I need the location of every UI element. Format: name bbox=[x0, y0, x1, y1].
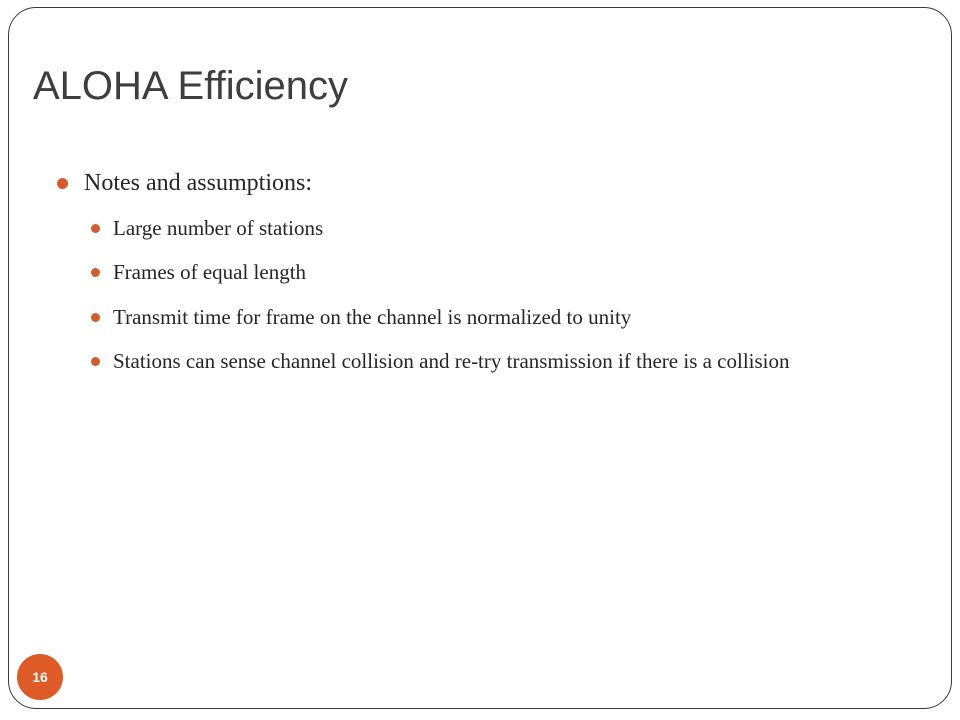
sub-bullet-collision-retry: Stations can sense channel collision and re-try transmission if there is a collision bbox=[113, 349, 790, 373]
bullet-dot-icon bbox=[57, 178, 68, 189]
sub-bullet-frames-equal-length: Frames of equal length bbox=[113, 260, 307, 284]
sub-bullet-dot-icon bbox=[91, 313, 100, 322]
sub-bullet-dot-icon bbox=[91, 357, 100, 366]
sub-bullet-transmit-time: Transmit time for frame on the channel is normalized to unity bbox=[113, 305, 632, 329]
bullet-notes-and-assumptions: Notes and assumptions: bbox=[84, 170, 312, 196]
sub-bullet-dot-icon bbox=[91, 224, 100, 233]
slide-title: ALOHA Efficiency bbox=[33, 64, 348, 108]
page-number-badge: 16 bbox=[17, 654, 63, 700]
sub-bullet-dot-icon bbox=[91, 268, 100, 277]
sub-bullet-large-number-of-stations: Large number of stations bbox=[113, 216, 324, 240]
